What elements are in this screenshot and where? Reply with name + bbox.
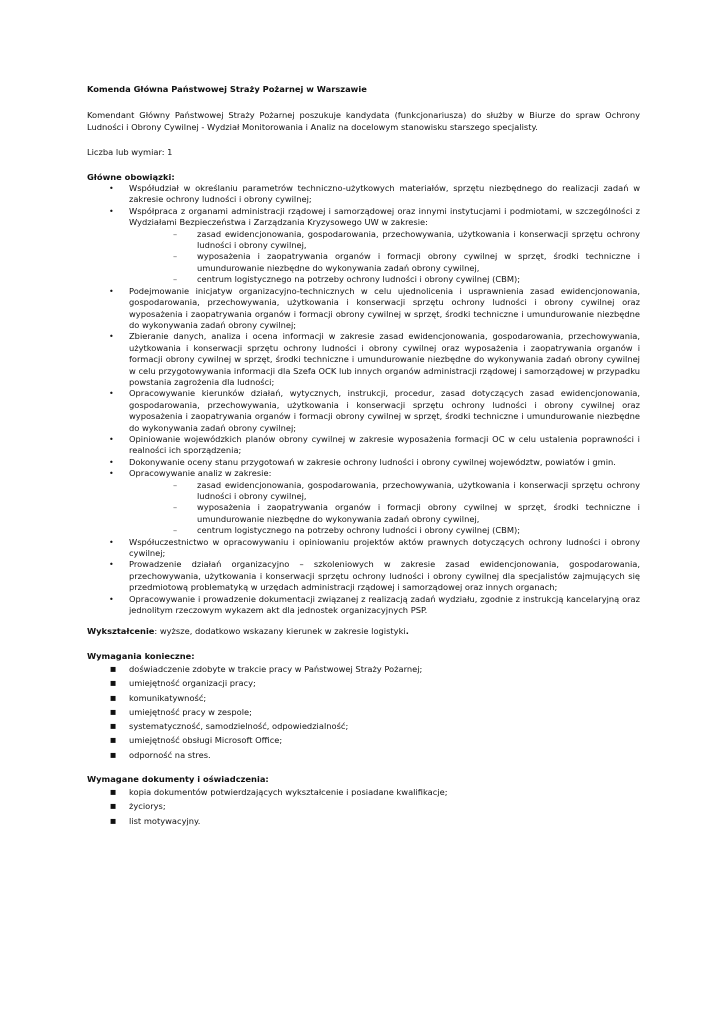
document-page	[87, 84, 640, 828]
duty-item: • Zbieranie danych, analiza i ocena informacji w zakresie zasad ewidencjonowania, gospodarowania, przechowywania, użytkowania i konserwacji sprzętu ochrony ludności i obrony cywilnej oraz wyposażenia i zaopatrywania organów i formacji obrony cywilnej w sprzęt, środki techniczne i umundurowanie niezbędne do wykonywania zadań obrony cywilnej w celu przygotowywania informacji dla Szefa OCK lub innych organów administracji rządowej i samorządowej w przypadku powstania zagrożenia dla ludności;	[87, 331, 640, 388]
duty-subitem: – zasad ewidencjonowania, gospodarowania, przechowywania, użytkowania i konserwacji sprzętu ochrony ludności i obrony cywilnej,	[129, 229, 640, 252]
duty-item: • Podejmowanie inicjatyw organizacyjno-technicznych w celu ujednolicenia i usprawnienia zasad ewidencjonowania, gospodarowania, przechowywania, użytkowania i konserwacji sprzętu ochrony ludności i obrony cywilnej oraz wyposażenia i zaopatrywania organów i formacji obrony cywilnej w sprzęt, środki techniczne i umundurowanie niezbędne do wykonywania zadań obrony cywilnej;	[87, 286, 640, 332]
duty-item: • Współuczestnictwo w opracowywaniu i opiniowaniu projektów aktów prawnych dotyczących ochrony ludności i obrony cywilnej;	[87, 537, 640, 560]
requirement-item: ■ umiejętność organizacji pracy;	[87, 676, 640, 690]
duty-subitem: – centrum logistycznego na potrzeby ochrony ludności i obrony cywilnej (CBM);	[129, 525, 640, 536]
duties-list	[87, 183, 640, 616]
duty-item-text: Współpraca z organami administracji rządowej i samorządowej oraz innymi instytucjami i podmiotami, w szczególności z Wydziałami Bezpieczeństwa i Zarządzania Kryzysowego UW w zakresie:	[129, 205, 640, 228]
education-line	[87, 626, 640, 637]
documents-heading: Wymagane dokumenty i oświadczenia:	[87, 773, 269, 784]
duty-item: • Opiniowanie wojewódzkich planów obrony cywilnej w zakresie wyposażenia formacji OC w celu ustalenia poprawności i realności ich sporządzenia;	[87, 434, 640, 457]
requirement-item: ■ systematyczność, samodzielność, odpowiedzialność;	[87, 719, 640, 733]
duty-item	[87, 468, 640, 536]
requirement-item: ■ umiejętność obsługi Microsoft Office;	[87, 733, 640, 747]
duty-sublist	[129, 480, 640, 537]
education-text: : wyższe, dodatkowo wskazany kierunek w zakresie logistyki	[154, 626, 406, 637]
duties-heading: Główne obowiązki:	[87, 171, 175, 182]
duty-subitem: – wyposażenia i zaopatrywania organów i formacji obrony cywilnej w sprzęt, środki techniczne i umundurowanie niezbędne do wykonywania zadań obrony cywilnej,	[129, 251, 640, 274]
duty-item-text: Opracowywanie analiz w zakresie:	[129, 468, 272, 479]
requirement-item: ■ umiejętność pracy w zespole;	[87, 705, 640, 719]
requirements-heading: Wymagania konieczne:	[87, 650, 195, 661]
duty-item: • Współudział w określaniu parametrów techniczno-użytkowych materiałów, sprzętu niezbędnego do realizacji zadań w zakresie ochrony ludności i obrony cywilnej;	[87, 183, 640, 206]
duty-subitem: – centrum logistycznego na potrzeby ochrony ludności i obrony cywilnej (CBM);	[129, 274, 640, 285]
requirements-list	[87, 662, 640, 761]
duty-item: • Dokonywanie oceny stanu przygotowań w zakresie ochrony ludności i obrony cywilnej województw, powiatów i gmin.	[87, 457, 640, 468]
document-item: ■ życiorys;	[87, 799, 640, 813]
duty-item: • Opracowywanie i prowadzenie dokumentacji związanej z realizacją zadań wydziału, zgodnie z instrukcją kancelaryjną oraz jednolitym rzeczowym wykazem akt dla jednostek organizacyjnych PSP.	[87, 594, 640, 617]
education-label: Wykształcenie	[87, 626, 155, 637]
duty-sublist	[129, 229, 640, 286]
duty-item: • Opracowywanie kierunków działań, wytycznych, instrukcji, procedur, zasad dotyczących zasad ewidencjonowania, gospodarowania, przechowywania, użytkowania i konserwacji sprzętu ochrony ludności i obrony cywilnej oraz wyposażenia i zaopatrywania organów i formacji obrony cywilnej w sprzęt, środki techniczne i umundurowanie niezbędne do wykonywania zadań obrony cywilnej;	[87, 388, 640, 434]
duty-subitem: – wyposażenia i zaopatrywania organów i formacji obrony cywilnej w sprzęt, środki techniczne i umundurowanie niezbędne do wykonywania zadań obrony cywilnej,	[129, 502, 640, 525]
requirement-item: ■ doświadczenie zdobyte w trakcie pracy w Państwowej Straży Pożarnej;	[87, 662, 640, 676]
duty-subitem: – zasad ewidencjonowania, gospodarowania, przechowywania, użytkowania i konserwacji sprzętu ochrony ludności i obrony cywilnej,	[129, 480, 640, 503]
document-item: ■ kopia dokumentów potwierdzających wykształcenie i posiadane kwalifikacje;	[87, 785, 640, 799]
requirement-item: ■ odporność na stres.	[87, 748, 640, 762]
documents-list	[87, 785, 640, 828]
document-title: Komenda Główna Państwowej Straży Pożarnej w Warszawie	[87, 84, 367, 94]
duty-item	[87, 206, 640, 286]
education-end: .	[405, 626, 409, 637]
requirement-item: ■ komunikatywność;	[87, 691, 640, 705]
duty-item: • Prowadzenie działań organizacyjno – szkoleniowych w zakresie zasad ewidencjonowania, gospodarowania, przechowywania, użytkowania i konserwacji sprzętu ochrony ludności i obrony cywilnej dla specjalistów zajmujących się przedmiotową problematyką w urzędach administracji rządowej i samorządowej oraz innych organach;	[87, 559, 640, 593]
document-item: ■ list motywacyjny.	[87, 814, 640, 828]
intro-paragraph: Komendant Główny Państwowej Straży Pożarnej poszukuje kandydata (funkcjonariusza) do służby w Biurze do spraw Ochrony Ludności i Obrony Cywilnej - Wydział Monitorowania i Analiz na docelowym stanowisku starszego specjalisty.	[87, 110, 640, 132]
position-count: Liczba lub wymiar: 1	[87, 147, 173, 158]
